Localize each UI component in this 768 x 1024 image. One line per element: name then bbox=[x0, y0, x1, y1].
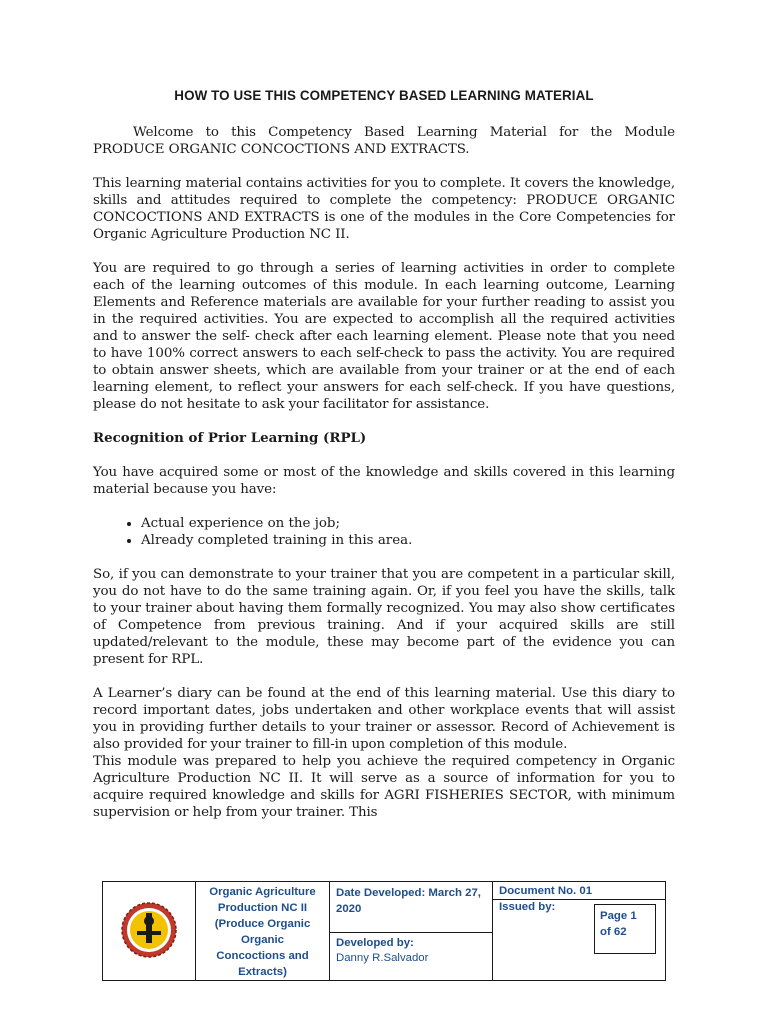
document-info-cell bbox=[493, 882, 666, 981]
paragraph-learners-diary: A Learner’s diary can be found at the end of this learning material. Use this diary to record important dates, jobs undertaken and other workplace events that will assist you in providing further details to your trainer or assessor. Record of Achievement is also provided for your trainer to fill-in upon completion of this module. bbox=[93, 686, 675, 752]
page-number-box bbox=[594, 904, 656, 954]
rpl-heading: Recognition of Prior Learning (RPL) bbox=[93, 430, 367, 446]
issued-by-label: Issued by: bbox=[499, 901, 556, 913]
bullet-item: • Already completed training in this area. bbox=[141, 532, 675, 549]
document-body bbox=[93, 88, 675, 838]
module-line: Production NC II bbox=[217, 902, 308, 914]
paragraph-overview: This learning material contains activities for you to complete. It covers the knowledge, skills and attitudes required to complete the competency: PRODUCE ORGANIC CONCOCTIONS AND EXTRACTS is one of the modules in the Core Competencies for Organic Agriculture Production NC II. bbox=[93, 176, 675, 242]
developed-by-name: Danny R.Salvador bbox=[336, 952, 429, 964]
module-line: Organic bbox=[240, 934, 285, 946]
module-line: Extracts) bbox=[238, 966, 287, 978]
module-line: (Produce Organic bbox=[214, 918, 311, 930]
module-line: Organic Agriculture bbox=[209, 886, 316, 898]
paragraph-instructions: You are required to go through a series of learning activities in order to complete each of the learning outcomes of this module. In each learning outcome, Learning Elements and Reference materials are available for your further reading to assist you in the required activities. You are expected to accomplish all the required activities and to answer the self- check after each learning element. Please note that you need to have 100% correct answers to each self-check to pass the activity. You are required to obtain answer sheets, which are available from your trainer or at the end of each learning element, to reflect your answers for each self-check. If you have questions, please do not hesitate to ask your facilitator for assistance. bbox=[93, 261, 675, 412]
paragraph-rpl-detail: So, if you can demonstrate to your trainer that you are competent in a particular skill, you do not have to do the same training again. Or, if you feel you have the skills, talk to your trainer about having them formally recognized. You may also show certificates of Competence from previous training. And if your acquired skills are still updated/relevant to the module, these may become part of the evidence you can present for RPL. bbox=[93, 567, 675, 667]
footer-table bbox=[102, 881, 666, 981]
page-number: Page 1 bbox=[600, 910, 637, 922]
page-title: HOW TO USE THIS COMPETENCY BASED LEARNING MATERIAL bbox=[174, 88, 594, 103]
date-developed-cell bbox=[330, 882, 493, 981]
module-line: Concoctions and bbox=[216, 950, 309, 962]
logo-cell bbox=[103, 882, 196, 981]
module-title-cell bbox=[196, 882, 330, 981]
rpl-bullet-list bbox=[93, 515, 675, 549]
tesda-seal-logo bbox=[120, 901, 178, 959]
date-developed: Date Developed: March 27, 2020 bbox=[336, 887, 481, 915]
bullet-item: • Actual experience on the job; bbox=[141, 515, 675, 532]
paragraph-rpl-intro: You have acquired some or most of the knowledge and skills covered in this learning material because you have: bbox=[93, 465, 675, 497]
paragraph-module-purpose: This module was prepared to help you achieve the required competency in Organic Agriculture Production NC II. It will serve as a source of information for you to acquire required knowledge and skills for AGRI FISHERIES SECTOR, with minimum supervision or help from your trainer. This bbox=[93, 754, 675, 820]
document-footer bbox=[102, 881, 666, 978]
paragraph-welcome: Welcome to this Competency Based Learning Material for the Module PRODUCE ORGANIC CONCOCTIONS AND EXTRACTS. bbox=[93, 125, 675, 157]
page-total: of 62 bbox=[600, 926, 627, 938]
document-number: Document No. 01 bbox=[499, 885, 593, 897]
developed-by-label: Developed by: bbox=[336, 937, 414, 949]
